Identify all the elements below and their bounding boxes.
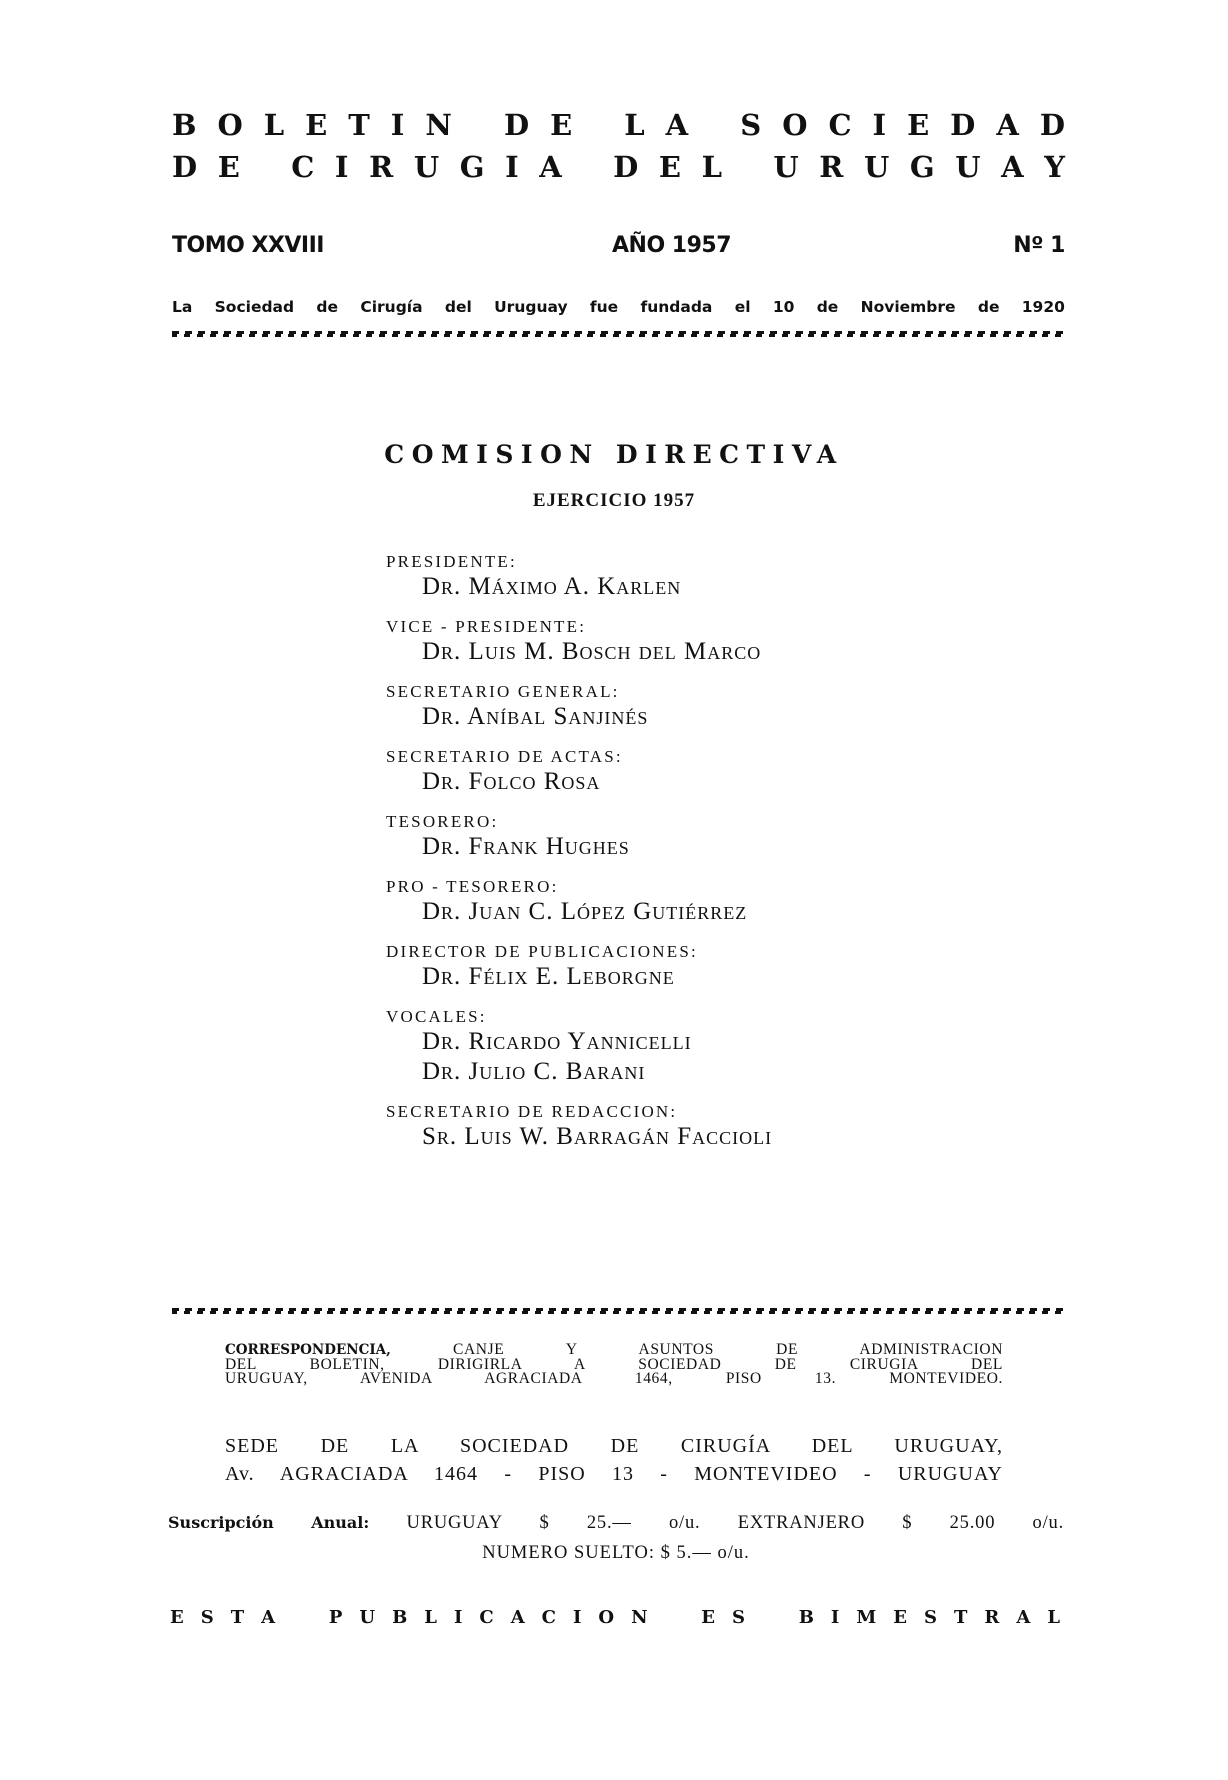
committee-role: [386, 941, 986, 992]
correspondence-line: URUGUAY, AVENIDA AGRACIADA 1464, PISO 13. MONTEVIDEO.: [225, 1370, 1003, 1387]
title-1-letter: L: [624, 108, 645, 142]
volume-label: TOMO XXVIII: [172, 233, 324, 258]
role-label: SECRETARIO DE REDACCION:: [386, 1102, 678, 1121]
title-1-letter: N: [425, 108, 452, 142]
title-2-letter: U: [413, 150, 440, 184]
title-1-letter: O: [782, 108, 808, 142]
word-gap: [260, 152, 270, 182]
founding-word: 10: [772, 298, 795, 316]
title-1-letter: E: [550, 108, 573, 142]
correspondence-notice: [225, 1343, 1003, 1387]
founding-word: de: [977, 298, 1000, 316]
founding-word: del: [444, 298, 472, 316]
frequency-letter: L: [424, 1607, 437, 1628]
committee-title: COMISION DIRECTIVA: [384, 440, 844, 469]
member-name: Dr. Juan C. López Gutiérrez: [422, 898, 748, 925]
founding-word: de: [816, 298, 839, 316]
subscription-rates: URUGUAY $ 25.— o/u. EXTRANJERO $ 25.00 o/u.: [406, 1513, 1064, 1533]
title-1-letter: L: [263, 108, 285, 142]
committee-role: [386, 616, 986, 667]
headquarters-line-2: Av. AGRACIADA 1464 - PISO 13 - MONTEVIDEO - URUGUAY: [225, 1463, 1003, 1485]
founding-word: el: [734, 298, 751, 316]
frequency-letter: M: [856, 1607, 877, 1628]
role-label: PRESIDENTE:: [386, 552, 517, 571]
frequency-letter: N: [631, 1607, 648, 1628]
frequency-letter: C: [541, 1607, 556, 1628]
title-1-letter: I: [390, 108, 405, 142]
decorative-rule-top: [172, 331, 1065, 337]
word-gap: [709, 110, 719, 140]
frequency-letter: O: [598, 1607, 615, 1628]
title-1-letter: D: [1039, 108, 1065, 142]
title-1-letter: E: [305, 108, 328, 142]
title-1-letter: D: [503, 108, 530, 142]
title-2-letter: A: [1001, 150, 1024, 184]
frequency-letter: T: [954, 1607, 968, 1628]
title-1-letter: A: [996, 108, 1019, 142]
frequency-word: [701, 1607, 745, 1628]
committee-role: [386, 551, 986, 602]
frequency-letter: L: [1047, 1607, 1060, 1628]
frequency-letter: S: [924, 1607, 937, 1628]
year-label: AÑO 1957: [612, 233, 732, 258]
committee-role: [386, 876, 986, 927]
word-gap: [743, 152, 753, 182]
frequency-word: [799, 1607, 1060, 1628]
title-2-letter: R: [369, 150, 394, 184]
frequency-letter: S: [200, 1607, 214, 1628]
title-2-letter: C: [291, 150, 315, 184]
founding-statement: [172, 298, 1065, 316]
title-1-letter: E: [907, 108, 930, 142]
founding-word: fundada: [640, 298, 713, 316]
member-name: Sr. Luis W. Barragán Faccioli: [422, 1123, 773, 1150]
member-name: Dr. Folco Rosa: [422, 768, 601, 795]
founding-word: Sociedad: [214, 298, 295, 316]
committee-role: [386, 811, 986, 862]
frequency-letter: A: [510, 1607, 525, 1628]
founding-word: Noviembre: [860, 298, 956, 316]
frequency-letter: I: [572, 1607, 582, 1628]
frequency-letter: U: [359, 1607, 376, 1628]
title-2-letter: U: [773, 150, 799, 184]
role-label: VICE - PRESIDENTE:: [386, 617, 587, 636]
frequency-letter: A: [261, 1607, 276, 1628]
title-2-letter: R: [819, 150, 844, 184]
frequency-letter: R: [984, 1607, 1000, 1628]
journal-title-line-1: [172, 110, 1065, 140]
frequency-letter: E: [170, 1607, 184, 1628]
title-2-letter: G: [459, 150, 485, 184]
title-2-letter: U: [863, 150, 890, 184]
title-2-letter: I: [334, 150, 349, 184]
frequency-letter: B: [798, 1607, 814, 1628]
role-label: TESORERO:: [386, 812, 499, 831]
frequency-letter: A: [1016, 1607, 1031, 1628]
frequency-word: [329, 1607, 648, 1628]
title-1-letter: B: [172, 108, 197, 142]
member-name: Dr. Frank Hughes: [422, 833, 630, 860]
title-2-letter: L: [701, 150, 723, 184]
title-2-letter: U: [955, 150, 981, 184]
role-label: PRO - TESORERO:: [386, 877, 559, 896]
founding-word: 1920: [1021, 298, 1065, 316]
committee-subtitle: EJERCICIO 1957: [532, 490, 696, 511]
title-2-letter: D: [613, 150, 639, 184]
member-name: Dr. Julio C. Barani: [422, 1058, 646, 1085]
member-name: Dr. Félix E. Leborgne: [422, 963, 675, 990]
title-2-letter: Y: [1044, 150, 1065, 184]
frequency-letter: B: [392, 1607, 408, 1628]
member-name: Dr. Ricardo Yannicelli: [422, 1028, 692, 1055]
word-gap: [582, 152, 592, 182]
correspondence-line-1-text: CANJE Y ASUNTOS DE ADMINISTRACION: [453, 1341, 1003, 1358]
title-1-letter: D: [950, 108, 976, 142]
subscription-rates-line: [168, 1508, 1064, 1538]
title-2-letter: A: [539, 150, 562, 184]
title-1-letter: A: [665, 108, 689, 142]
issue-meta: [172, 233, 1065, 259]
decorative-rule-bottom: [172, 1308, 1065, 1314]
frequency-letter: E: [701, 1607, 715, 1628]
title-1-letter: S: [740, 108, 762, 142]
word-gap: [593, 110, 603, 140]
headquarters-line-1: SEDE DE LA SOCIEDAD DE CIRUGÍA DEL URUGUAY,: [225, 1435, 1003, 1457]
issue-number: Nº 1: [1013, 233, 1065, 258]
frequency-letter: C: [479, 1607, 494, 1628]
title-2-letter: G: [909, 150, 935, 184]
role-label: DIRECTOR DE PUBLICACIONES:: [386, 942, 698, 961]
founding-word: Cirugía: [360, 298, 423, 316]
frequency-letter: I: [830, 1607, 840, 1628]
role-label: SECRETARIO DE ACTAS:: [386, 747, 623, 766]
committee-role: [386, 681, 986, 732]
subscription-label: Suscripción Anual:: [168, 1513, 370, 1532]
title-1-letter: O: [217, 108, 243, 142]
frequency-letter: S: [731, 1607, 745, 1628]
title-1-letter: I: [872, 108, 887, 142]
headquarters-address: [225, 1432, 1003, 1488]
role-label: VOCALES:: [386, 1007, 487, 1026]
committee-role: [386, 1101, 986, 1152]
title-1-letter: C: [828, 108, 852, 142]
member-name: Dr. Máximo A. Karlen: [422, 573, 682, 600]
title-2-letter: E: [217, 150, 240, 184]
title-2-letter: D: [172, 150, 198, 184]
founding-word: La: [172, 298, 193, 316]
founding-word: de: [316, 298, 339, 316]
correspondence-lead: CORRESPONDENCIA,: [225, 1342, 391, 1358]
committee-roster: [386, 551, 986, 1166]
correspondence-line: DEL BOLETIN, DIRIGIRLA A SOCIEDAD DE CIRUGIA DEL: [225, 1355, 1003, 1373]
founding-word: fue: [589, 298, 619, 316]
committee-role: [386, 746, 986, 797]
frequency-letter: I: [453, 1607, 463, 1628]
member-name: Dr. Aníbal Sanjinés: [422, 703, 649, 730]
committee-role: [386, 1006, 986, 1087]
founding-word: Uruguay: [494, 298, 568, 316]
single-issue-price: NUMERO SUELTO: $ 5.— o/u.: [482, 1543, 750, 1563]
frequency-word: [170, 1607, 275, 1628]
publication-frequency: [170, 1607, 1060, 1628]
member-name: Dr. Luis M. Bosch del Marco: [422, 638, 762, 665]
subscription-info: [168, 1508, 1064, 1568]
title-2-letter: E: [658, 150, 682, 184]
title-2-letter: I: [505, 150, 519, 184]
frequency-letter: P: [328, 1607, 343, 1628]
title-1-letter: T: [348, 108, 370, 142]
journal-title-line-2: [172, 152, 1065, 182]
frequency-letter: E: [893, 1607, 907, 1628]
frequency-letter: T: [230, 1607, 245, 1628]
role-label: SECRETARIO GENERAL:: [386, 682, 620, 701]
word-gap: [473, 110, 483, 140]
